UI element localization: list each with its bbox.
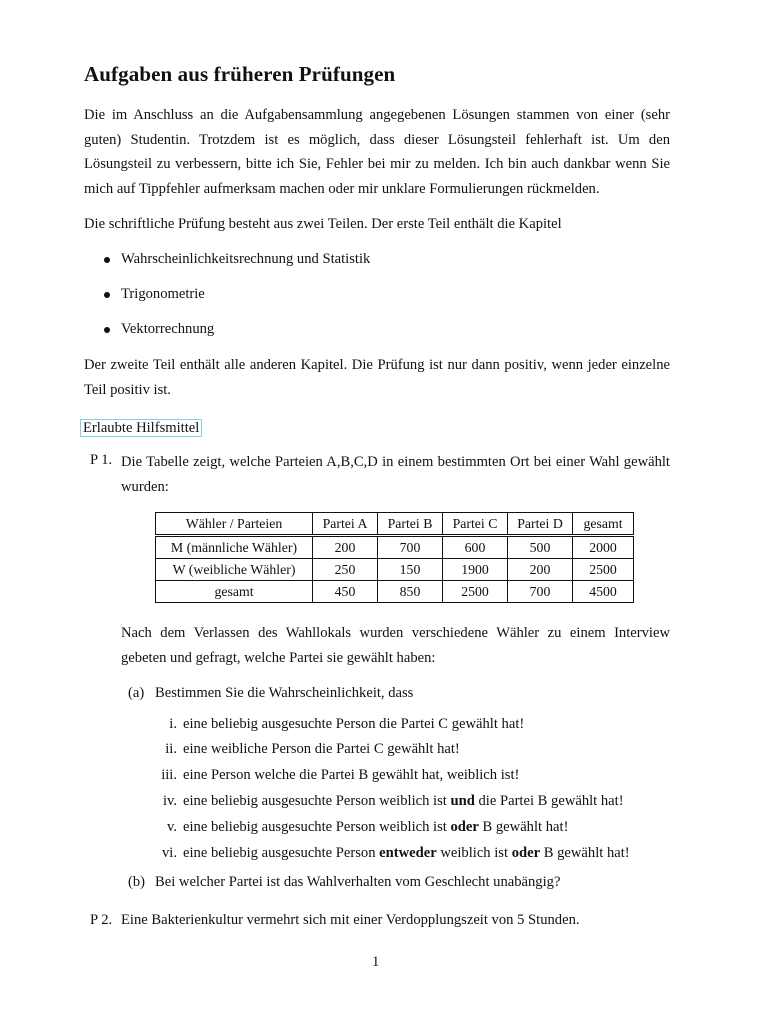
table-cell: 500	[508, 536, 573, 559]
problem-1-number: P 1.	[90, 452, 113, 468]
problem-2-text: Eine Bakterienkultur vermehrt sich mit einer Verdopplungszeit von 5 Stunden.	[121, 912, 580, 928]
bullet-icon	[104, 327, 110, 333]
bullet-icon	[104, 257, 110, 263]
page-number: 1	[372, 954, 380, 970]
table-cell: 700	[508, 581, 573, 603]
subtask-b	[128, 874, 561, 891]
table-cell: W (weibliche Wähler)	[156, 559, 313, 581]
problem-1-text: Die Tabelle zeigt, welche Parteien A,B,C,D in einem bestimmten Ort bei einer Wahl gewählt wurden:	[121, 454, 670, 495]
subtask-a-label: (a)	[128, 685, 145, 701]
problem-2-number: P 2.	[90, 912, 113, 928]
intro-paragraph: Die im Anschluss an die Aufgabensammlung angegebenen Lösungen stammen von einer (sehr guten) Studentin. Trotzdem ist es möglich, dass dieser Lösungsteil fehlerhaft ist. Um den Lösungsteil zu verbessern, bitte ich Sie, Fehler bei mir zu melden. Ich bin auch dankbar wenn Sie mich auf Tippfehler aufmerksam machen oder mir unklare Formulierungen rückmelden.	[84, 107, 670, 197]
second-part-paragraph: Der zweite Teil enthält alle anderen Kapitel. Die Prüfung ist nur dann positiv, wenn jeder einzelne Teil positiv ist.	[84, 357, 670, 398]
page-title: Aufgaben aus früheren Prüfungen	[84, 62, 396, 86]
table-row	[156, 559, 634, 581]
table-cell: 250	[313, 559, 378, 581]
table-cell: 700	[378, 536, 443, 559]
table-cell: 1900	[443, 559, 508, 581]
table-cell: 200	[508, 559, 573, 581]
table-cell: 150	[378, 559, 443, 581]
subtask-a	[128, 685, 414, 702]
table-row	[156, 536, 634, 559]
allowed-aids-link[interactable]: Erlaubte Hilfsmittel	[80, 419, 202, 437]
table-header-cell: Partei C	[443, 513, 508, 536]
table-header-cell: Partei A	[313, 513, 378, 536]
table-row	[156, 581, 634, 603]
subtask-b-label: (b)	[128, 874, 146, 890]
table-cell: 850	[378, 581, 443, 603]
exam-intro-paragraph: Die schriftliche Prüfung besteht aus zwei Teilen. Der erste Teil enthält die Kapitel	[84, 216, 562, 232]
after-table-paragraph: Nach dem Verlassen des Wahllokals wurden verschiedene Wähler zu einem Interview gebeten und gefragt, welche Partei sie gewählt haben:	[121, 625, 670, 666]
table-header-cell: gesamt	[573, 513, 634, 536]
table-cell: 2000	[573, 536, 634, 559]
table-header-row	[156, 513, 634, 536]
subtask-b-text: Bei welcher Partei ist das Wahlverhalten vom Geschlecht unabängig?	[155, 874, 561, 890]
table-cell: M (männliche Wähler)	[156, 536, 313, 559]
table-header-cell: Partei B	[378, 513, 443, 536]
table-cell: 2500	[573, 559, 634, 581]
table-cell: 4500	[573, 581, 634, 603]
subtask-a-text: Bestimmen Sie die Wahrscheinlichkeit, dass	[155, 685, 414, 701]
votes-table	[155, 512, 634, 603]
table-cell: 2500	[443, 581, 508, 603]
table-cell: 450	[313, 581, 378, 603]
document-page: Aufgaben aus früheren Prüfungen Die im Anschluss an die Aufgabensammlung angegebenen Lösungen stammen von einer (sehr guten) Studentin. Trotzdem ist es möglich, dass dieser Lösungsteil fehlerhaft ist. Um den Lösungsteil zu verbessern, bitte ich Sie, Fehler bei mir zu melden. Ich bin auch dankbar wenn Sie mich auf Tippfehler aufmerksam machen oder mir unklare Formulierungen rückmelden. Die schriftliche Prüfung besteht aus zwei Teilen. Der erste Teil enthält die Kapitel Wahrscheinlichkeitsrechnung und Statistik Trigonometrie Vektorrechnung Der zweite Teil enthält alle anderen Kapitel. Die Prüfung ist nur dann positiv, wenn jeder einzelne Teil positiv ist. Erlaubte Hilfsmittel P 1. Die Tabelle zeigt, welche Parteien A,B,C,D in einem bestimmten Ort bei einer Wahl gewählt wurden: Wähler / Parteien Partei A Partei B Partei C Partei D gesamt M (männliche Wähler) 200 700 600 500 2000 W (weibliche Wähler) 250 150 1900 200 2500 gesamt 450 850 2500 700 4500 Nach dem Verlassen des Wahllokals wurden verschiedene Wähler zu einem Interview gebeten und gefragt, welche Partei sie gewählt haben: (a) Bestimmen Sie die Wahrscheinlichkeit, dass i. eine beliebig ausgesuchte Person die Partei C gewählt hat! ii. eine weibliche Person die Partei C gewählt hat! iii. eine Person welche die Partei B gewählt hat, weiblich ist! iv. eine beliebig ausgesuchte Person weiblich ist und die Partei B gewählt hat! v. eine beliebig ausgesuchte Person weiblich ist oder B gewählt hat! vi. eine beliebig ausgesuchte Person entweder weiblich ist oder B gewählt hat! (b) Bei welcher Partei ist das Wahlverhalten vom Geschlecht unabängig? P 2. Eine Bakterienkultur vermehrt sich mit einer Verdopplungszeit von 5 Stunden. 1	[0, 0, 768, 1024]
bullet-icon	[104, 292, 110, 298]
table-header-cell: Partei D	[508, 513, 573, 536]
table-cell: 200	[313, 536, 378, 559]
table-header-cell: Wähler / Parteien	[156, 513, 313, 536]
table-cell: 600	[443, 536, 508, 559]
table-cell: gesamt	[156, 581, 313, 603]
